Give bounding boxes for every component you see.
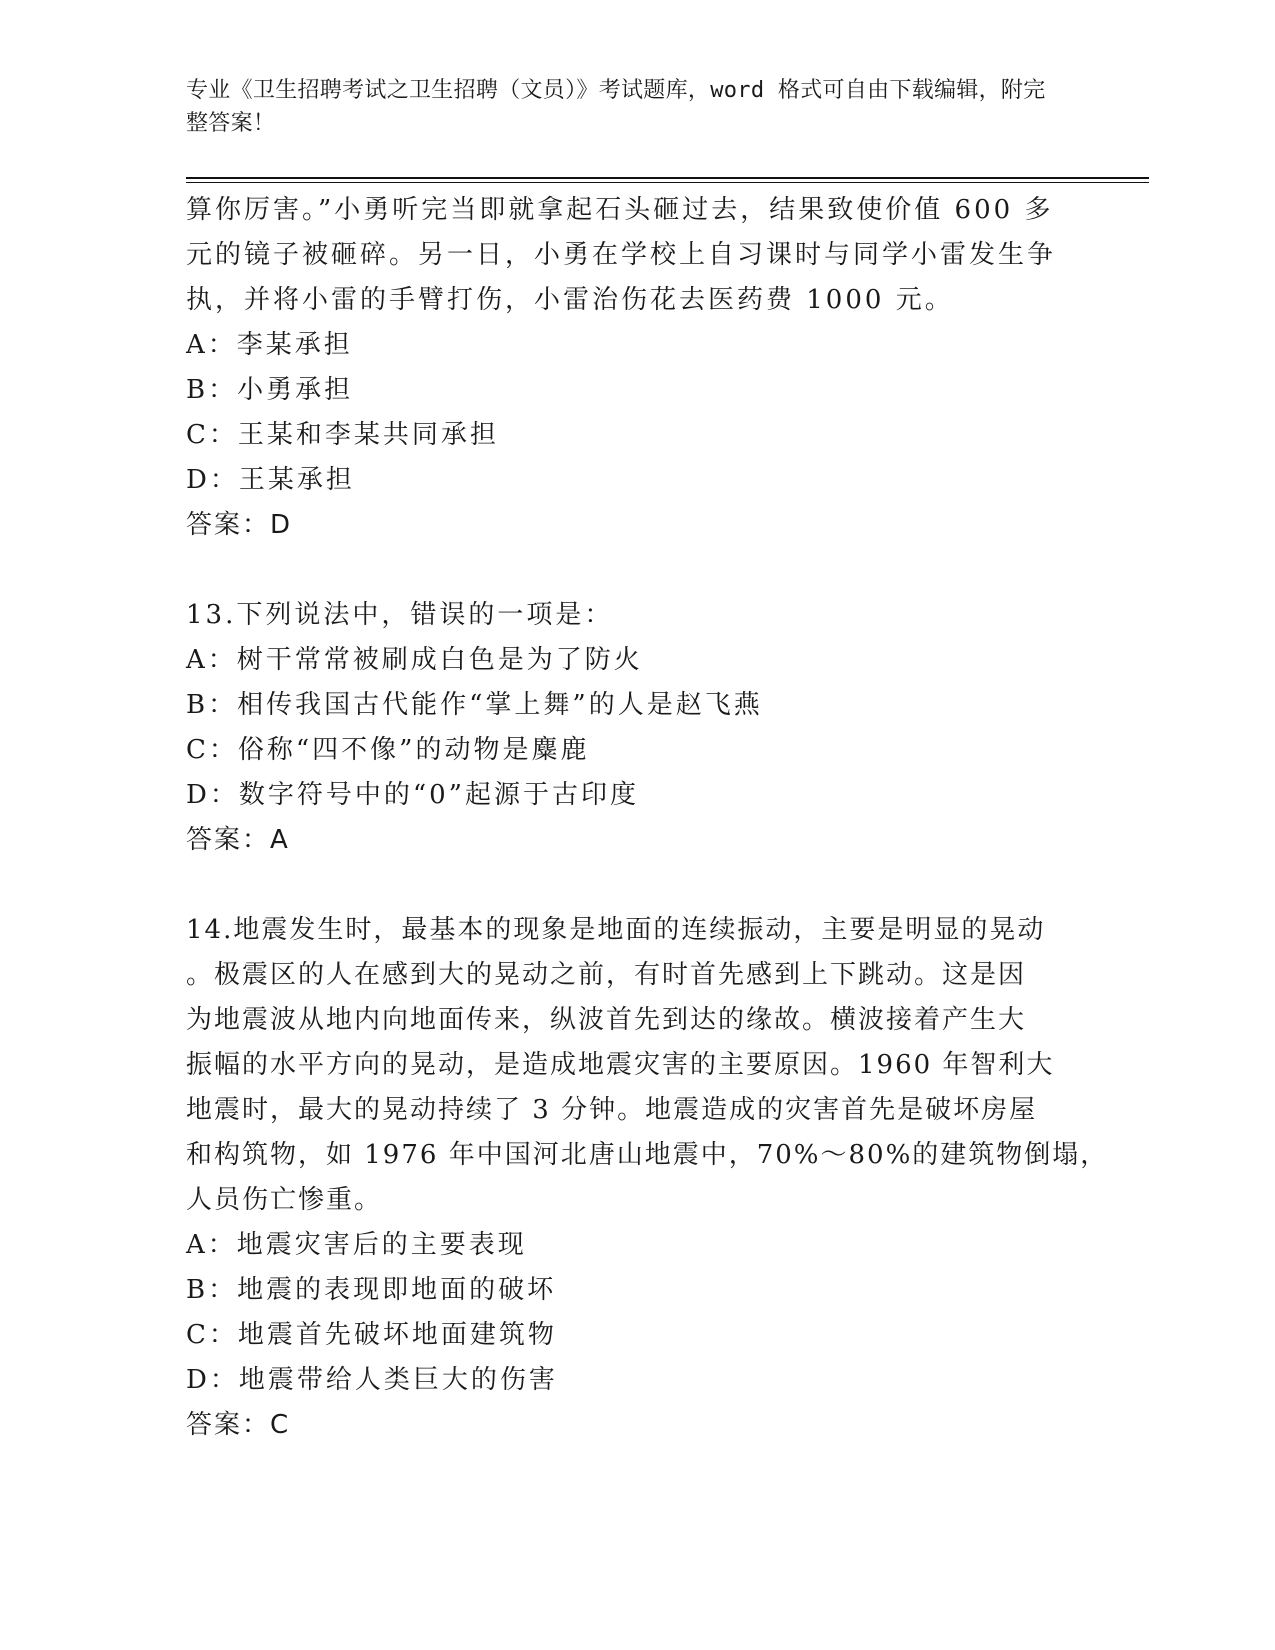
- question-12-answer: 答案：D: [186, 510, 293, 540]
- question-14-stem-line: 和构筑物，如 1976 年中国河北唐山地震中，70%～80%的建筑物倒塌，: [186, 1140, 1109, 1170]
- question-14-stem-line: 为地震波从地内向地面传来，纵波首先到达的缘故。横波接着产生大: [186, 1005, 1027, 1035]
- header-divider-thick: [186, 177, 1149, 179]
- spacer: [186, 548, 1086, 593]
- question-12-stem-line: 元的镜子被砸碎。另一日，小勇在学校上自习课时与同学小雷发生争: [186, 240, 1057, 270]
- question-13: [186, 593, 1086, 863]
- question-12-option-b: B：小勇承担: [186, 375, 354, 405]
- question-14-stem-line: 地震时，最大的晃动持续了 3 分钟。地震造成的灾害首先是破坏房屋: [186, 1095, 1038, 1125]
- question-13-answer: 答案：A: [186, 825, 290, 855]
- question-14-option-a: A：地震灾害后的主要表现: [186, 1230, 527, 1260]
- question-14-option-d: D：地震带给人类巨大的伤害: [186, 1365, 558, 1395]
- question-12-option-a: A：李某承担: [186, 330, 353, 360]
- header-divider-thin: [186, 182, 1149, 183]
- question-14-stem-line: 人员伤亡惨重。: [186, 1185, 383, 1215]
- question-12-stem-line: 算你厉害。”小勇听完当即就拿起石头砸过去，结果致使价值 600 多: [186, 195, 1054, 225]
- spacer: [186, 863, 1086, 908]
- question-13-option-d: D：数字符号中的“0”起源于古印度: [186, 780, 639, 810]
- question-14-answer: 答案：C: [186, 1410, 291, 1440]
- question-12: [186, 188, 1086, 548]
- question-12-stem-line: 执，并将小雷的手臂打伤，小雷治伤花去医药费 1000 元。: [186, 285, 954, 315]
- question-12-option-d: D：王某承担: [186, 465, 355, 495]
- question-14-stem-line: 。极震区的人在感到大的晃动之前，有时首先感到上下跳动。这是因: [186, 960, 1027, 990]
- question-14-option-c: C：地震首先破坏地面建筑物: [186, 1320, 557, 1350]
- question-14-stem-line: 振幅的水平方向的晃动，是造成地震灾害的主要原因。1960 年智利大: [186, 1050, 1055, 1080]
- question-13-option-a: A：树干常常被刷成白色是为了防火: [186, 645, 643, 675]
- question-13-option-c: C：俗称“四不像”的动物是麋鹿: [186, 735, 590, 765]
- question-12-option-c: C：王某和李某共同承担: [186, 420, 499, 450]
- question-14-stem-line: 14.地震发生时，最基本的现象是地面的连续振动，主要是明显的晃动: [186, 915, 1046, 945]
- question-14: [186, 908, 1109, 1448]
- question-13-stem-line: 13.下列说法中，错误的一项是：: [186, 600, 614, 630]
- question-14-option-b: B：地震的表现即地面的破坏: [186, 1275, 557, 1305]
- document-header: 专业《卫生招聘考试之卫生招聘（文员）》考试题库，word 格式可自由下载编辑，附完整答案！: [186, 78, 1046, 136]
- question-13-option-b: B：相传我国古代能作“掌上舞”的人是赵飞燕: [186, 690, 763, 720]
- document-body: [186, 188, 1109, 1448]
